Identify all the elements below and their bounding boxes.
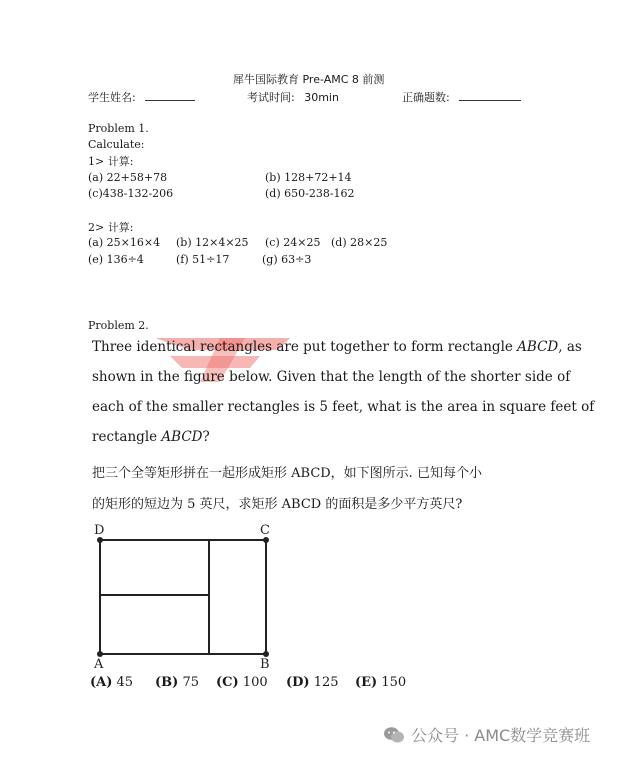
problem1-part2-label: 2> 计算: — [88, 221, 134, 234]
correct-count-blank — [459, 90, 521, 101]
label-d: D — [94, 523, 105, 538]
problem1-instruction: Calculate: — [88, 138, 145, 151]
student-name-blank — [145, 90, 195, 101]
wechat-watermark — [383, 723, 590, 746]
correct-count-field — [402, 89, 521, 105]
watermark-text: 公众号 · AMC数学竞赛班 — [411, 726, 591, 745]
label-c: C — [260, 523, 270, 538]
choice-c: (C) 100 — [216, 675, 268, 690]
wechat-icon — [383, 726, 405, 744]
problem1-label: Problem 1. — [88, 122, 149, 135]
problem2-en-line2: shown in the figure below. Given that the length of the shorter side of — [92, 369, 571, 385]
problem2-label: Problem 2. — [88, 319, 149, 332]
exam-time — [247, 89, 339, 105]
exam-time-label: 考试时间: — [247, 91, 295, 104]
p1-item-a: (a) 22+58+78 — [88, 171, 168, 184]
page-title: 犀牛国际教育 Pre-AMC 8 前测 — [233, 73, 385, 86]
rectangle-figure — [90, 518, 280, 673]
student-name-field — [88, 89, 195, 105]
rectangle-abcd — [100, 540, 266, 654]
choice-d: (D) 125 — [286, 675, 339, 690]
choice-e: (E) 150 — [355, 675, 407, 690]
problem2-en-line4: rectangle ABCD? — [92, 429, 210, 445]
problem2-en-line1: Three identical rectangles are put together to form rectangle ABCD, as — [92, 339, 582, 355]
exam-time-value: 30min — [304, 91, 339, 104]
problem2-en-line3: each of the smaller rectangles is 5 feet, what is the area in square feet of — [92, 399, 595, 415]
label-b: B — [260, 657, 270, 672]
p1-part2-d: (d) 28×25 — [331, 236, 388, 249]
problem2-cn-line2: 的矩形的短边为 5 英尺，求矩形 ABCD 的面积是多少平方英尺? — [92, 497, 463, 512]
problem2-cn-line1: 把三个全等矩形拼在一起形成矩形 ABCD，如下图所示. 已知每个小 — [92, 466, 482, 481]
label-a: A — [94, 657, 104, 672]
p1-part2-g: (g) 63÷3 — [262, 253, 312, 266]
correct-count-label: 正确题数: — [402, 91, 450, 104]
student-name-label: 学生姓名: — [88, 91, 136, 104]
p1-part2-c: (c) 24×25 — [265, 236, 321, 249]
p1-part2-e: (e) 136÷4 — [88, 253, 144, 266]
p1-item-d: (d) 650-238-162 — [265, 187, 355, 200]
p1-part2-a: (a) 25×16×4 — [88, 236, 161, 249]
problem1-part1-label: 1> 计算: — [88, 155, 134, 168]
p1-item-c: (c)438-132-206 — [88, 187, 174, 200]
p1-part2-b: (b) 12×4×25 — [176, 236, 249, 249]
p1-part2-f: (f) 51÷17 — [176, 253, 230, 266]
p1-item-b: (b) 128+72+14 — [265, 171, 352, 184]
choice-a: (A) 45 — [90, 675, 134, 690]
choice-b: (B) 75 — [155, 675, 199, 690]
